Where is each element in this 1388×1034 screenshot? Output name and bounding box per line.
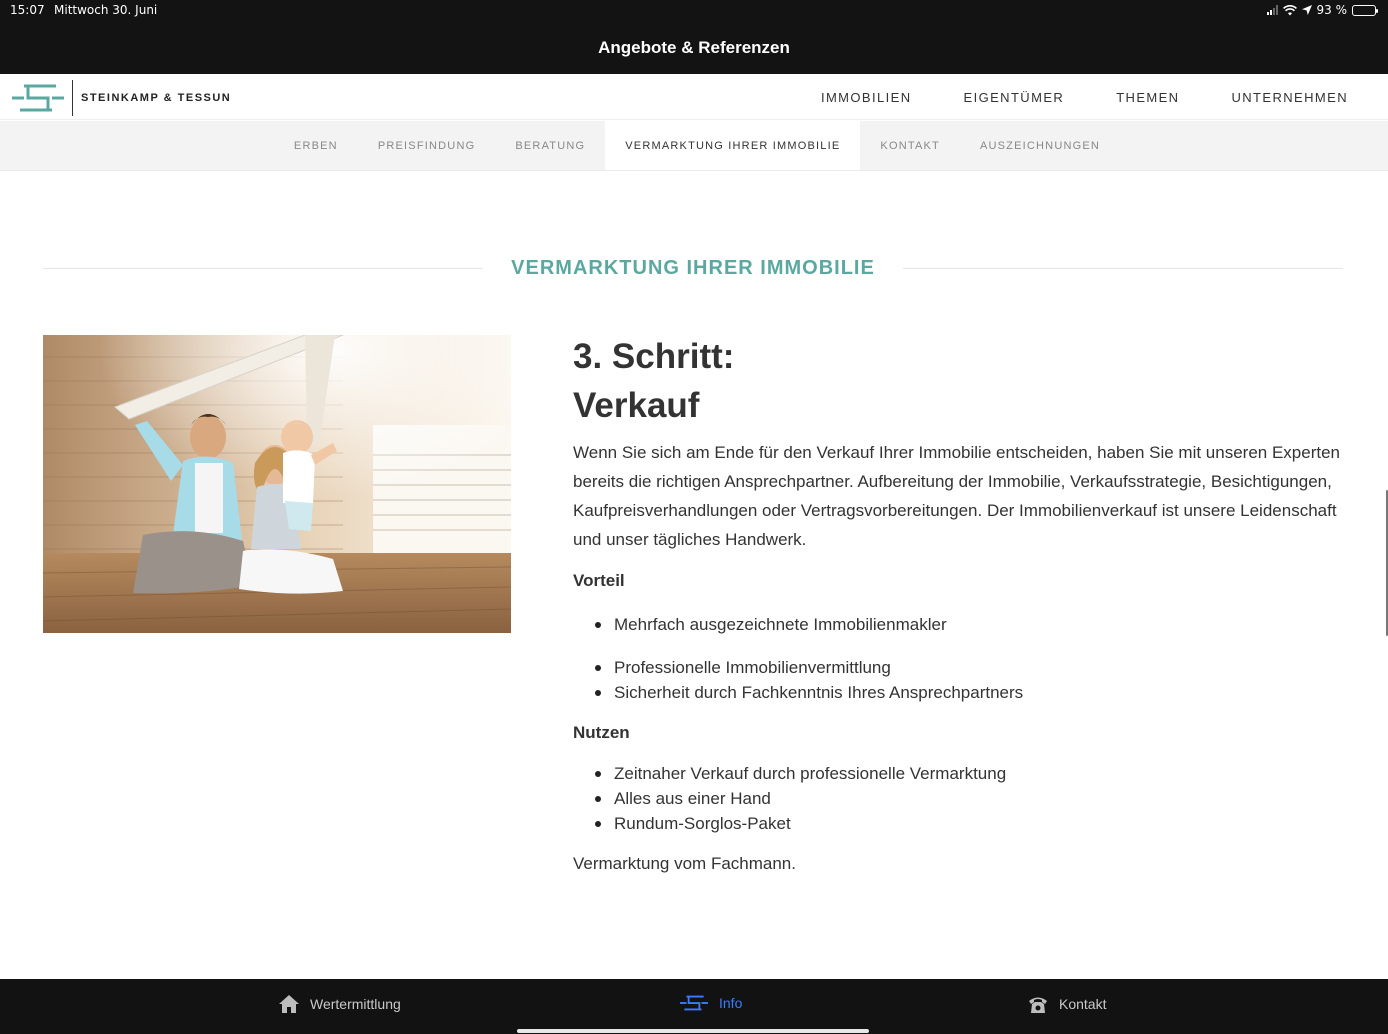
app-title: Angebote & Referenzen [598, 38, 790, 57]
brand-name: STEINKAMP & TESSUN [81, 92, 232, 104]
site-header [0, 74, 1388, 120]
list-item: Alles aus einer Hand [595, 786, 1348, 811]
tab-label: Kontakt [1059, 996, 1107, 1012]
section-title: VERMARKTUNG IHRER IMMOBILIE [511, 256, 875, 279]
tab-kontakt[interactable] [1027, 994, 1106, 1014]
vorteil-label: Vorteil [573, 571, 625, 590]
home-icon [278, 994, 300, 1014]
nav-item-immobilien[interactable]: IMMOBILIEN [820, 89, 912, 105]
nutzen-list [573, 761, 1348, 836]
subnav-item-kontakt[interactable]: KONTAKT [880, 139, 940, 152]
vorteil-list [573, 612, 1348, 705]
tab-label: Info [719, 995, 743, 1011]
list-item: Rundum-Sorglos-Paket [595, 811, 1348, 836]
nav-item-themen[interactable]: THEMEN [1116, 89, 1180, 105]
location-arrow-icon [1302, 5, 1312, 15]
closing-text: Vermarktung vom Fachmann. [573, 854, 796, 873]
subnav-item-erben[interactable]: ERBEN [293, 139, 338, 152]
cellular-signal-icon [1267, 5, 1278, 15]
wifi-icon [1283, 5, 1297, 16]
tab-wertermittlung[interactable] [278, 994, 401, 1014]
subnav-item-preisfindung[interactable]: PREISFINDUNG [377, 139, 476, 152]
step-subheading: Verkauf [573, 386, 700, 425]
logo-mark-icon [10, 82, 66, 114]
divider-right [903, 268, 1343, 269]
brand-logo[interactable] [10, 80, 231, 116]
list-item: Sicherheit durch Fachkenntnis Ihres Ansprechpartners [595, 680, 1348, 705]
nutzen-label: Nutzen [573, 723, 630, 742]
battery-percent: 93 % [1316, 3, 1347, 17]
nav-item-unternehmen[interactable]: UNTERNEHMEN [1231, 89, 1348, 105]
status-time: 15:07 [10, 3, 45, 17]
list-item: Zeitnaher Verkauf durch professionelle Vermarktung [595, 761, 1348, 786]
family-under-roof-illustration [43, 335, 511, 633]
tab-bar [0, 979, 1388, 1034]
subnav-item-vermarktung[interactable]: VERMARKTUNG IHRER IMMOBILIE [605, 121, 860, 170]
nav-item-eigentuemer[interactable]: EIGENTÜMER [963, 89, 1065, 105]
status-indicators [1267, 3, 1377, 17]
subnav-item-auszeichnungen[interactable]: AUSZEICHNUNGEN [979, 139, 1101, 152]
logo-icon [679, 994, 709, 1012]
step-heading: 3. Schritt: [573, 337, 735, 376]
top-bar [0, 0, 1388, 74]
subnav-item-beratung[interactable]: BERATUNG [515, 139, 586, 152]
home-indicator[interactable] [517, 1029, 869, 1033]
intro-paragraph: Wenn Sie sich am Ende für den Verkauf Ihrer Immobilie entscheiden, haben Sie mit unseren Experten bereits die richtigen Ansprechpartner. Aufbereitung der Immobilie, Verkaufsstrategie, Besichtigungen, Kaufpreisverhandlungen oder Vertragsvorbereitungen. Der Immobilienverkauf ist unsere Leidenschaft und unser tägliches Handwerk. [573, 443, 1341, 549]
section-heading [43, 250, 1343, 286]
content-column [573, 336, 1348, 874]
main-nav [821, 74, 1348, 120]
tab-label: Wertermittlung [310, 996, 401, 1012]
list-item: Mehrfach ausgezeichnete Immobilienmakler [595, 612, 1348, 637]
status-date: Mittwoch 30. Juni [54, 3, 158, 17]
phone-icon [1027, 994, 1049, 1014]
divider-left [43, 268, 483, 269]
tab-info[interactable] [679, 994, 742, 1012]
battery-icon [1352, 5, 1376, 16]
list-item: Professionelle Immobilienvermittlung [595, 655, 1348, 680]
logo-divider [72, 80, 73, 116]
family-photo [43, 335, 511, 633]
sub-nav [0, 121, 1388, 171]
